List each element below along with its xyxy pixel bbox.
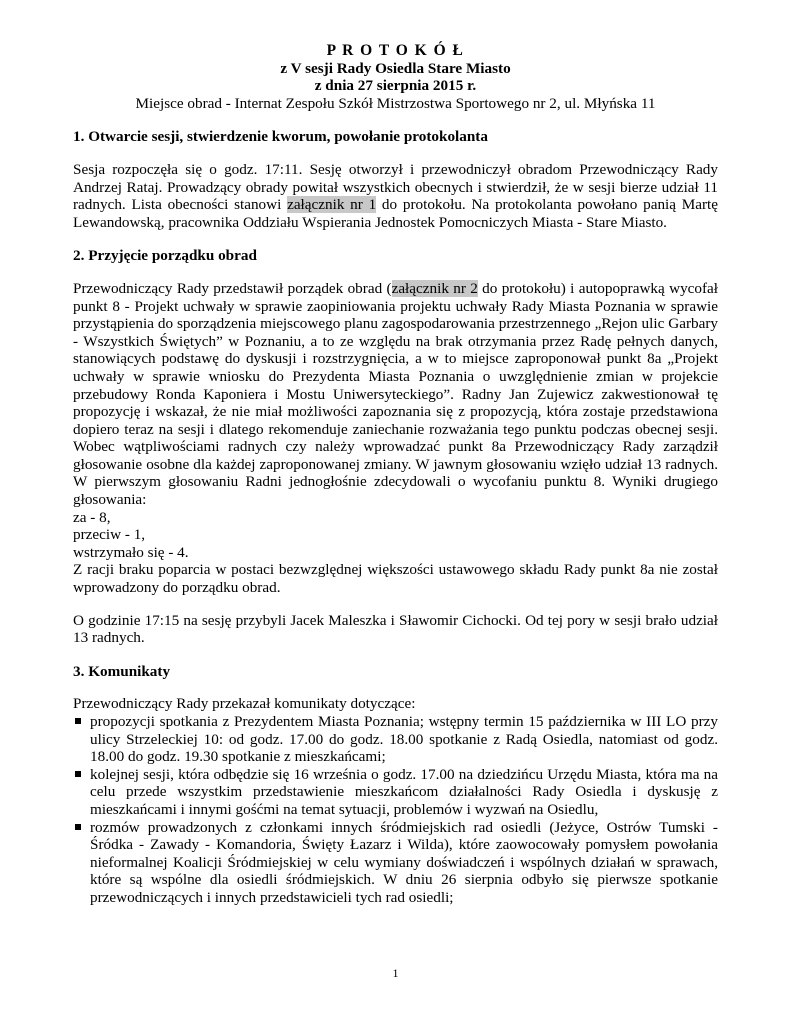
section-1-paragraph [73, 161, 718, 231]
attachment-1-highlight: załącznik nr 1 [287, 196, 377, 214]
announcement-text: kolejnej sesji, która odbędzie się 16 września o godz. 17.00 na dziedzińcu Urzędu Miasta, która ma na celu przede wszystkim przedstawienie mieszkańcom działalności Rady Osiedla i dyskusję z mieszkańcami i innymi gośćmi na temat sytuacji, problemów i wyzwań na Osiedlu, [90, 765, 718, 818]
section-1-heading: 1. Otwarcie sesji, stwierdzenie kworum, powołanie protokolanta [73, 128, 488, 146]
vote-against: przeciw - 1, [73, 526, 146, 544]
section-1-text-b: do protokołu. Na protokolanta powołano panią Martę Lewandowską, pracownika Oddziału Wspierania Jednostek Pomocniczych Miasta - Stare Miasto. [73, 196, 719, 231]
section-2-heading: 2. Przyjęcie porządku obrad [73, 247, 257, 265]
section-2-text-b: do protokołu) i autopoprawką wycofał punkt 8 - Projekt uchwały w sprawie zaopiniowania projektu uchwały Rady Miasta Poznania w sprawie przystąpienia do sporządzenia miejscowego planu zagospodarowania przestrzennego „Rejon ulic Garbary - Wszystkich Świętych” w Poznaniu, a to ze względu na brak otrzymania przez Radę pełnych danych, stanowiących podstawę do dyskusji i rozstrzygnięcia, a w to miejsce zaproponował punkt 8a „Projekt uchwały w sprawie wniosku do Prezydenta Miasta Poznania o uwzględnienie zmian w projekcie przebudowy Ronda Kaponiera i Mostu Uniwersyteckiego”. Radny Jan Zujewicz zakwestionował tę propozycję i wskazał, że nie miał możliwości zapoznania się z propozycją, która zostaje przedstawiona dopiero teraz na sesji i dlatego rekomenduje zaniechanie rozważania tego punktu podczas obecnej sesji. Wobec wątpliwościami radnych czy należy wprowadzać punkt 8a Przewodniczący Rady zarządził głosowanie osobne dla każdej zaproponowanej zmiany. W jawnym głosowaniu wzięło udział 13 radnych. W pierwszym głosowaniu Radni jednogłośnie zdecydowali o wycofaniu punktu 8. Wyniki drugiego głosowania: [73, 279, 719, 509]
document-page [73, 42, 718, 907]
section-2-text-a: Przewodniczący Rady przedstawił porządek obrad ( [73, 279, 392, 297]
section-1-text-a: Sesja rozpoczęła się o godz. 17:11. Sesję otworzył i przewodniczył obradom Przewodniczący Rady Andrzej Rataj. Prowadzący obrady powitał wszystkich obecnych i stwierdził, że w sesji bierze udział 11 radnych. Lista obecności stanowi [73, 160, 718, 214]
page-number: 1 [392, 966, 399, 980]
section-3-heading: 3. Komunikaty [73, 662, 171, 680]
section-3-intro: Przewodniczący Rady przekazał komunikaty dotyczące: [73, 695, 416, 713]
attachment-2-highlight: załącznik nr 2 [391, 279, 478, 297]
document-date: z dnia 27 sierpnia 2015 r. [314, 77, 477, 95]
list-item [73, 819, 718, 907]
bullet-square-icon [75, 718, 81, 724]
section-2-paragraph [73, 280, 718, 509]
announcements-list [73, 713, 718, 907]
list-item [73, 713, 718, 766]
bullet-square-icon [75, 771, 81, 777]
vote-abstain: wstrzymało się - 4. [73, 543, 189, 561]
meeting-place: Miejsce obrad - Internat Zespołu Szkół Mistrzostwa Sportowego nr 2, ul. Młyńska 11 [135, 94, 656, 112]
document-title: P R O T O K Ó Ł [326, 42, 465, 59]
announcement-text: propozycji spotkania z Prezydentem Miasta Poznania; wstępny termin 15 października w III LO przy ulicy Strzeleckiej 10: od godz. 17.00 do godz. 18.00 spotkanie z Radą Osiedla, natomiast od godz. 18.00 do godz. 19.30 spotkanie z mieszkańcami; [90, 713, 718, 766]
announcement-text: rozmów prowadzonych z członkami innych śródmiejskich rad osiedli (Jeżyce, Ostrów Tumski - Śródka - Zawady - Komandoria, Święty Łazarz i Wilda), które zaowocowały pomysłem powołania nieformalnej Koalicji Śródmiejskiej w celu wymiany doświadczeń i wspólnych działań w sprawach, które są wspólne dla osiedli śródmiejskich. W dniu 26 sierpnia odbyło się pierwsze spotkanie przewodniczących i innych przedstawicieli tych rad osiedli; [90, 818, 718, 906]
vote-conclusion: Z racji braku poparcia w postaci bezwzględnej większości ustawowego składu Rady punkt 8a nie został wprowadzony do porządku obrad. [73, 561, 718, 597]
arrival-note: O godzinie 17:15 na sesję przybyli Jacek Maleszka i Sławomir Cichocki. Od tej pory w sesji brało udział 13 radnych. [73, 611, 718, 647]
list-item [73, 766, 718, 819]
document-subtitle: z V sesji Rady Osiedla Stare Miasto [280, 59, 511, 77]
vote-for: za - 8, [73, 508, 111, 526]
bullet-square-icon [75, 824, 81, 830]
